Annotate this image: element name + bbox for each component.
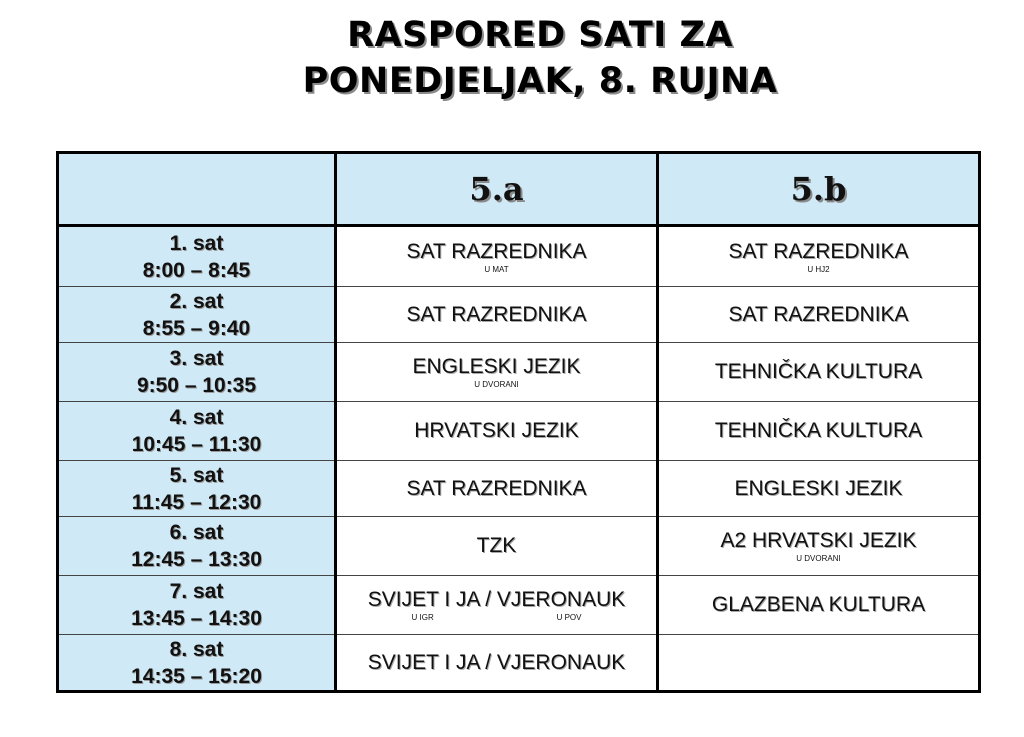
subject-label: HRVATSKI JEZIK: [414, 419, 579, 442]
room-note: U DVORANI: [796, 554, 841, 563]
subject-label: SAT RAZREDNIKA: [406, 239, 587, 263]
room-note: U MAT: [484, 264, 509, 274]
period-label: 1. sat: [169, 231, 224, 255]
room-note: U DVORANI: [474, 380, 519, 389]
table-row: [58, 343, 980, 402]
header-row: [58, 153, 980, 226]
period-time: 10:45 – 11:30: [131, 433, 262, 456]
period-time: 9:50 – 10:35: [136, 374, 257, 397]
subject-label: ENGLESKI JEZIK: [734, 476, 903, 500]
period-cell: [58, 226, 336, 287]
header-class-b: 5.b: [658, 153, 980, 226]
subject-label: SAT RAZREDNIKA: [728, 239, 909, 263]
subject-cell-5a: [336, 576, 658, 635]
period-time: 8:55 – 9:40: [142, 316, 251, 340]
subject-label: SVIJET I JA / VJERONAUK: [367, 650, 626, 674]
subject-label: SAT RAZREDNIKA: [406, 476, 587, 500]
room-note-right: U POV: [556, 613, 582, 622]
subject-cell-5a: [336, 517, 658, 576]
subject-cell-5b: [658, 576, 980, 635]
subject-cell-5b: [658, 226, 980, 287]
schedule-table: [56, 151, 981, 693]
period-label: 6. sat: [169, 521, 224, 544]
header-class-a: 5.a: [336, 153, 658, 226]
subject-label: A2 HRVATSKI JEZIK: [720, 529, 917, 552]
table-row: [58, 635, 980, 692]
subject-cell-5b: [658, 402, 980, 461]
subject-label: TZK: [476, 534, 517, 557]
subject-label: SVIJET I JA / VJERONAUK: [367, 588, 626, 611]
subject-label: SAT RAZREDNIKA: [406, 302, 587, 326]
period-label: 2. sat: [169, 289, 224, 313]
period-cell: [58, 343, 336, 402]
period-time: 14:35 – 15:20: [131, 664, 262, 688]
table-row: [58, 226, 980, 287]
period-cell: [58, 517, 336, 576]
subject-cell-5a: [336, 343, 658, 402]
subject-label: TEHNIČKA KULTURA: [714, 419, 923, 442]
subject-cell-5a: [336, 226, 658, 287]
subject-cell-5a: [336, 287, 658, 343]
subject-cell-5b: [658, 461, 980, 517]
subject-cell-5a: [336, 461, 658, 517]
table-row: [58, 461, 980, 517]
period-cell: [58, 287, 336, 343]
table-row: [58, 287, 980, 343]
period-label: 3. sat: [169, 347, 224, 370]
period-time: 8:00 – 8:45: [142, 258, 251, 282]
period-label: 8. sat: [169, 637, 224, 661]
period-time: 11:45 – 12:30: [131, 490, 262, 514]
table-row: [58, 517, 980, 576]
subject-label: SAT RAZREDNIKA: [728, 302, 909, 326]
period-cell: [58, 635, 336, 692]
subject-cell-5a: [336, 402, 658, 461]
subject-cell-5b: [658, 517, 980, 576]
subject-cell-5b: [658, 635, 980, 692]
period-cell: [58, 461, 336, 517]
period-label: 7. sat: [169, 580, 224, 603]
subject-cell-5a: [336, 635, 658, 692]
room-notes: [412, 613, 582, 622]
page-title: [0, 12, 1024, 104]
period-cell: [58, 402, 336, 461]
header-corner-cell: [58, 153, 336, 226]
table-row: [58, 576, 980, 635]
subject-cell-5b: [658, 287, 980, 343]
subject-label: ENGLESKI JEZIK: [412, 355, 581, 378]
table-row: [58, 402, 980, 461]
subject-cell-5b: [658, 343, 980, 402]
subject-label: TEHNIČKA KULTURA: [714, 360, 923, 383]
title-line-2: PONEDJELJAK, 8. RUJNA: [302, 61, 778, 101]
room-note: U HJ2: [807, 264, 830, 274]
period-cell: [58, 576, 336, 635]
room-note-left: U IGR: [411, 613, 434, 622]
period-time: 12:45 – 13:30: [131, 548, 262, 571]
period-label: 5. sat: [169, 463, 224, 487]
period-label: 4. sat: [169, 406, 224, 429]
title-line-1: RASPORED SATI ZA: [347, 15, 733, 55]
subject-label: GLAZBENA KULTURA: [711, 593, 926, 616]
period-time: 13:45 – 14:30: [131, 607, 262, 630]
